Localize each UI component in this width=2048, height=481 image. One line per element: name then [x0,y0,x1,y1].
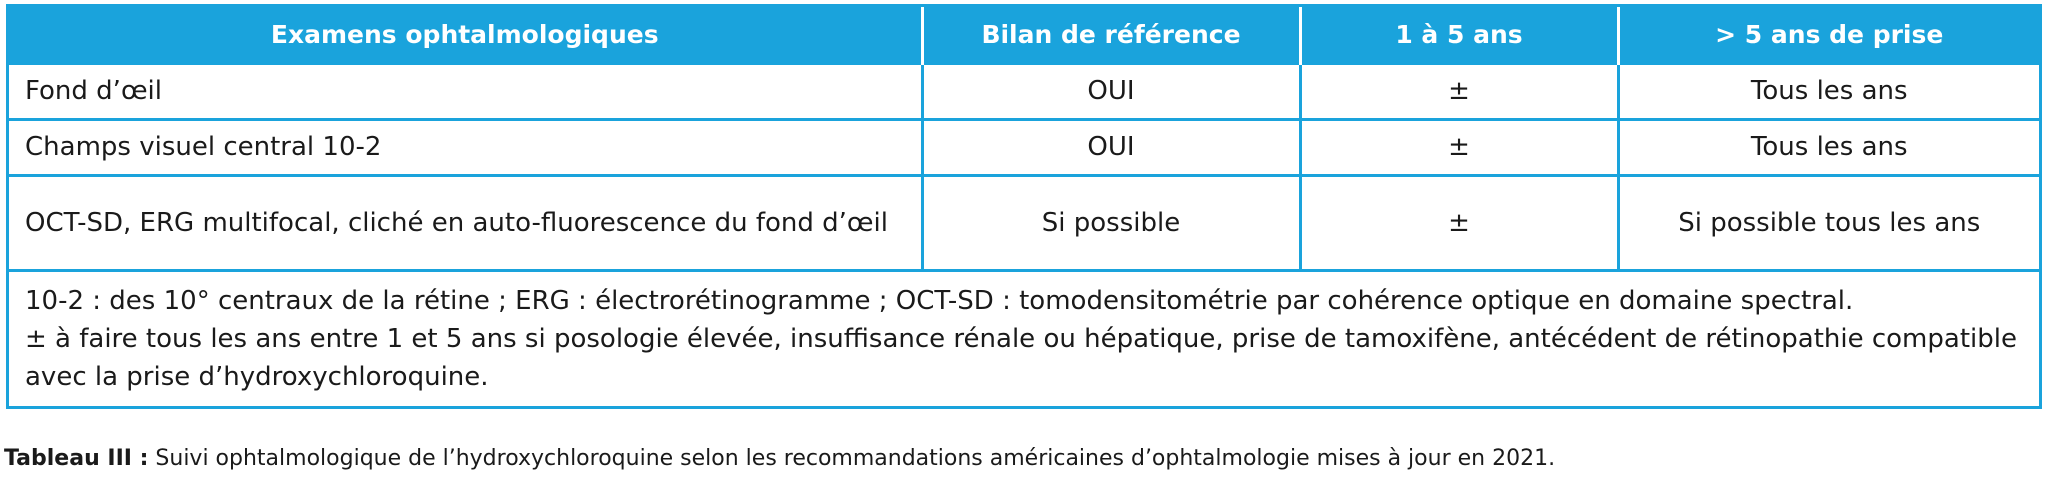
table-notes-row [9,270,2039,406]
cell-1-to-5-years: ± [1300,119,1618,175]
note-plus-minus: ± à faire tous les ans entre 1 et 5 ans si posologie élevée, insuffisance rénale ou hépatique, prise de tamoxifène, antécédent de rétinopathie compatible avec la prise d’hydroxychloroquine. [25,323,2017,392]
header-baseline: Bilan de référence [922,7,1300,63]
header-exams: Examens ophtalmologiques [9,7,922,63]
cell-baseline: Si possible [922,175,1300,270]
table-header-row [9,7,2039,63]
ophthalmology-table-grid [9,7,2039,406]
header-over-5-years: > 5 ans de prise [1618,7,2039,63]
table-row [9,119,2039,175]
cell-over-5-years: Si possible tous les ans [1618,175,2039,270]
header-1-to-5-years: 1 à 5 ans [1300,7,1618,63]
cell-exam: OCT-SD, ERG multifocal, cliché en auto-fluorescence du fond d’œil [9,175,922,270]
table-row [9,175,2039,270]
caption-text: Suivi ophtalmologique de l’hydroxychloroquine selon les recommandations américaines d’ophtalmologie mises à jour en 2021. [148,446,1556,471]
cell-1-to-5-years: ± [1300,63,1618,119]
cell-baseline: OUI [922,119,1300,175]
table-notes [9,270,2039,406]
cell-1-to-5-years: ± [1300,175,1618,270]
cell-over-5-years: Tous les ans [1618,119,2039,175]
cell-exam: Fond d’œil [9,63,922,119]
ophthalmology-table [6,4,2042,409]
cell-over-5-years: Tous les ans [1618,63,2039,119]
table-caption [4,446,1555,471]
caption-label: Tableau III : [4,446,149,471]
cell-baseline: OUI [922,63,1300,119]
cell-exam: Champs visuel central 10-2 [9,119,922,175]
table-row [9,63,2039,119]
note-abbreviations: 10-2 : des 10° centraux de la rétine ; ERG : électrorétinogramme ; OCT-SD : tomodensitométrie par cohérence optique en domaine spectral. [25,285,1854,316]
